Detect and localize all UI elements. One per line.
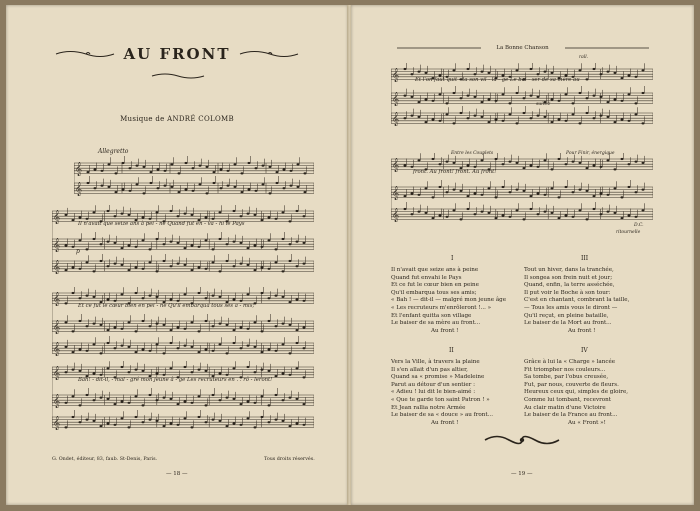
lyric-line-3: Bah! - dit-il, - mal - gré mon jeune â - ge Les recruteurs en . . rô - leront! [78, 377, 273, 383]
stanza-line: Le baiser de la France au front... [524, 412, 618, 419]
lyric-line-1: Il n'avait que seize ans à pei - ne Quand fut en - va - hi le Pays [78, 221, 245, 227]
stanza-2-numeral: II [449, 347, 454, 354]
svg-text:𝄞: 𝄞 [53, 415, 61, 430]
stanza-line: Parut au détour d'un sentier : [391, 381, 475, 388]
music-system-1 [74, 155, 314, 199]
svg-text:𝄞: 𝄞 [392, 111, 400, 126]
svg-text:𝄞: 𝄞 [53, 237, 61, 252]
stanza-line: Il s'en allait d'un pas altier, [391, 366, 468, 373]
stanza-4 [524, 359, 628, 427]
stanza-line: Et ce fut le cœur bien en peine [391, 282, 479, 289]
ritournelle-mark: ritournelle [616, 230, 641, 235]
stanza-line: « Bah ! — dit-il — malgré mon jeune âge [391, 297, 507, 304]
stanza-line: Qu'il reçut, en pleine bataille, [524, 312, 609, 319]
page-number-right: — 19 — [511, 471, 533, 477]
page-number-left: — 18 — [166, 471, 188, 477]
stanza-line: Le baiser de sa « douce » au front... [391, 412, 493, 419]
svg-text:𝄞: 𝄞 [53, 319, 61, 334]
running-header: La Bonne Chanson [496, 45, 549, 51]
stanza-line: Fut, par nous, couverte de fleurs. [524, 381, 619, 388]
stanza-line: Au « Front »! [568, 419, 606, 426]
svg-text:𝄞: 𝄞 [392, 157, 400, 172]
rights-footer: Tous droits réservés. [264, 457, 315, 462]
stanza-line: Heureux ceux qui, simples de gloire, [524, 389, 629, 396]
song-title: AU FRONT [123, 45, 231, 63]
dc-mark: D.C. [634, 223, 644, 228]
dynamic-mark: p [76, 248, 80, 255]
rall-mark: rall. [579, 55, 589, 60]
svg-text:𝄞: 𝄞 [53, 341, 61, 356]
stanza-line: « Les recruteurs m'enrôleront !... » [391, 304, 492, 311]
svg-text:𝄞: 𝄞 [53, 209, 61, 224]
svg-text:𝄞: 𝄞 [53, 393, 61, 408]
music-system-2 [52, 205, 314, 281]
svg-text:𝄞: 𝄞 [53, 365, 61, 380]
svg-text:𝄞: 𝄞 [392, 185, 400, 200]
svg-text:𝄞: 𝄞 [392, 207, 400, 222]
entre-couplets-mark: Entre les Couplets [451, 151, 494, 156]
stanza-line: Il put voir le Boche à son tour: [524, 289, 611, 296]
svg-text:𝄞: 𝄞 [53, 259, 61, 274]
stanza-line: Il n'avait que seize ans à peine [391, 267, 479, 273]
end-ornament [483, 433, 561, 447]
stanza-line: Grâce à lui la « Charge » lancée [524, 359, 616, 365]
right-page [351, 5, 694, 505]
stanza-line: Il songea son frein nuit et jour; [524, 274, 613, 281]
svg-text:𝄞: 𝄞 [392, 91, 400, 106]
stanza-line: Fit triompher nos couleurs... [524, 366, 606, 373]
lyric-line-4: Et l'on faut quit - ta son vil - la - ge Le bai - ser de sa mère au [415, 77, 580, 83]
stanza-1 [391, 267, 506, 335]
stanza-line: Tout un hiver, dans la tranchée, [524, 267, 614, 273]
svg-text:𝄞: 𝄞 [53, 291, 61, 306]
stanza-line: Au front ! [431, 419, 459, 426]
svg-text:𝄞: 𝄞 [75, 181, 83, 196]
lyric-line-5: front. Au front! front. Au front! [413, 169, 497, 175]
music-system-4 [52, 361, 314, 437]
left-page [6, 5, 348, 505]
publisher-footer: G. Ondet, éditeur, 83, faub. St-Denis, Paris. [52, 457, 158, 462]
pour-finir-mark: Pour Finir, énergique [566, 151, 615, 156]
stanza-line: — Tous les amis vous le diront — [524, 304, 618, 311]
tempo-marking: Allegretto [98, 148, 129, 155]
stanza-line: Le baiser de sa mère au front... [391, 320, 481, 327]
stanza-line: Et Jean rallia notre Armée [391, 404, 466, 411]
stanza-3 [524, 267, 629, 335]
stanza-line: Quand fut envahi le Pays [391, 274, 462, 281]
stanza-line: Au clair matin d'une Victoire [524, 404, 606, 411]
stanza-line: Sa tombe, par l'obus creusée, [524, 374, 609, 381]
music-credit: Musique de ANDRÉ COLOMB [120, 115, 234, 123]
music-system-6 [391, 153, 653, 233]
stanza-line: Le baiser de la Mort au front... [524, 320, 612, 327]
stanza-1-numeral: I [451, 255, 454, 262]
svg-text:𝄞: 𝄞 [392, 67, 400, 82]
music-system-5 [391, 63, 653, 129]
stanza-line: Et l'enfant quitta son village [391, 312, 472, 319]
stanza-line: Quand, enfin, la terre asséchée, [524, 282, 615, 289]
stanza-line: Qu'il embarqua tous ses amis; [391, 289, 477, 296]
stanza-line: C'est en chantant, combrant la taille, [524, 297, 630, 304]
stanza-3-numeral: III [581, 255, 589, 262]
suivez-mark: suivez [536, 102, 551, 107]
stanza-2 [391, 359, 493, 427]
svg-text:𝄞: 𝄞 [75, 161, 83, 176]
stanza-4-numeral: IV [581, 347, 588, 354]
stanza-line: Quand sa « promise » Madeleine [391, 374, 485, 381]
stanza-line: Au front ! [568, 327, 596, 334]
music-system-3 [52, 287, 314, 363]
stanza-line: « Adieu ! lui dit le bien-aimé : [391, 389, 476, 396]
stanza-line: Au front ! [431, 327, 459, 334]
stanza-line: « Que te garde ton saint Patron ! » [391, 396, 490, 403]
stanza-line: Comme lui tombant, recevront [524, 396, 612, 403]
stanza-line: Vers la Ville, à travers la plaine [391, 359, 480, 365]
lyric-line-2: Et ce fut le cœur bien en pei - ne Qu'il embarqua tous ses a - mis; [78, 303, 255, 309]
